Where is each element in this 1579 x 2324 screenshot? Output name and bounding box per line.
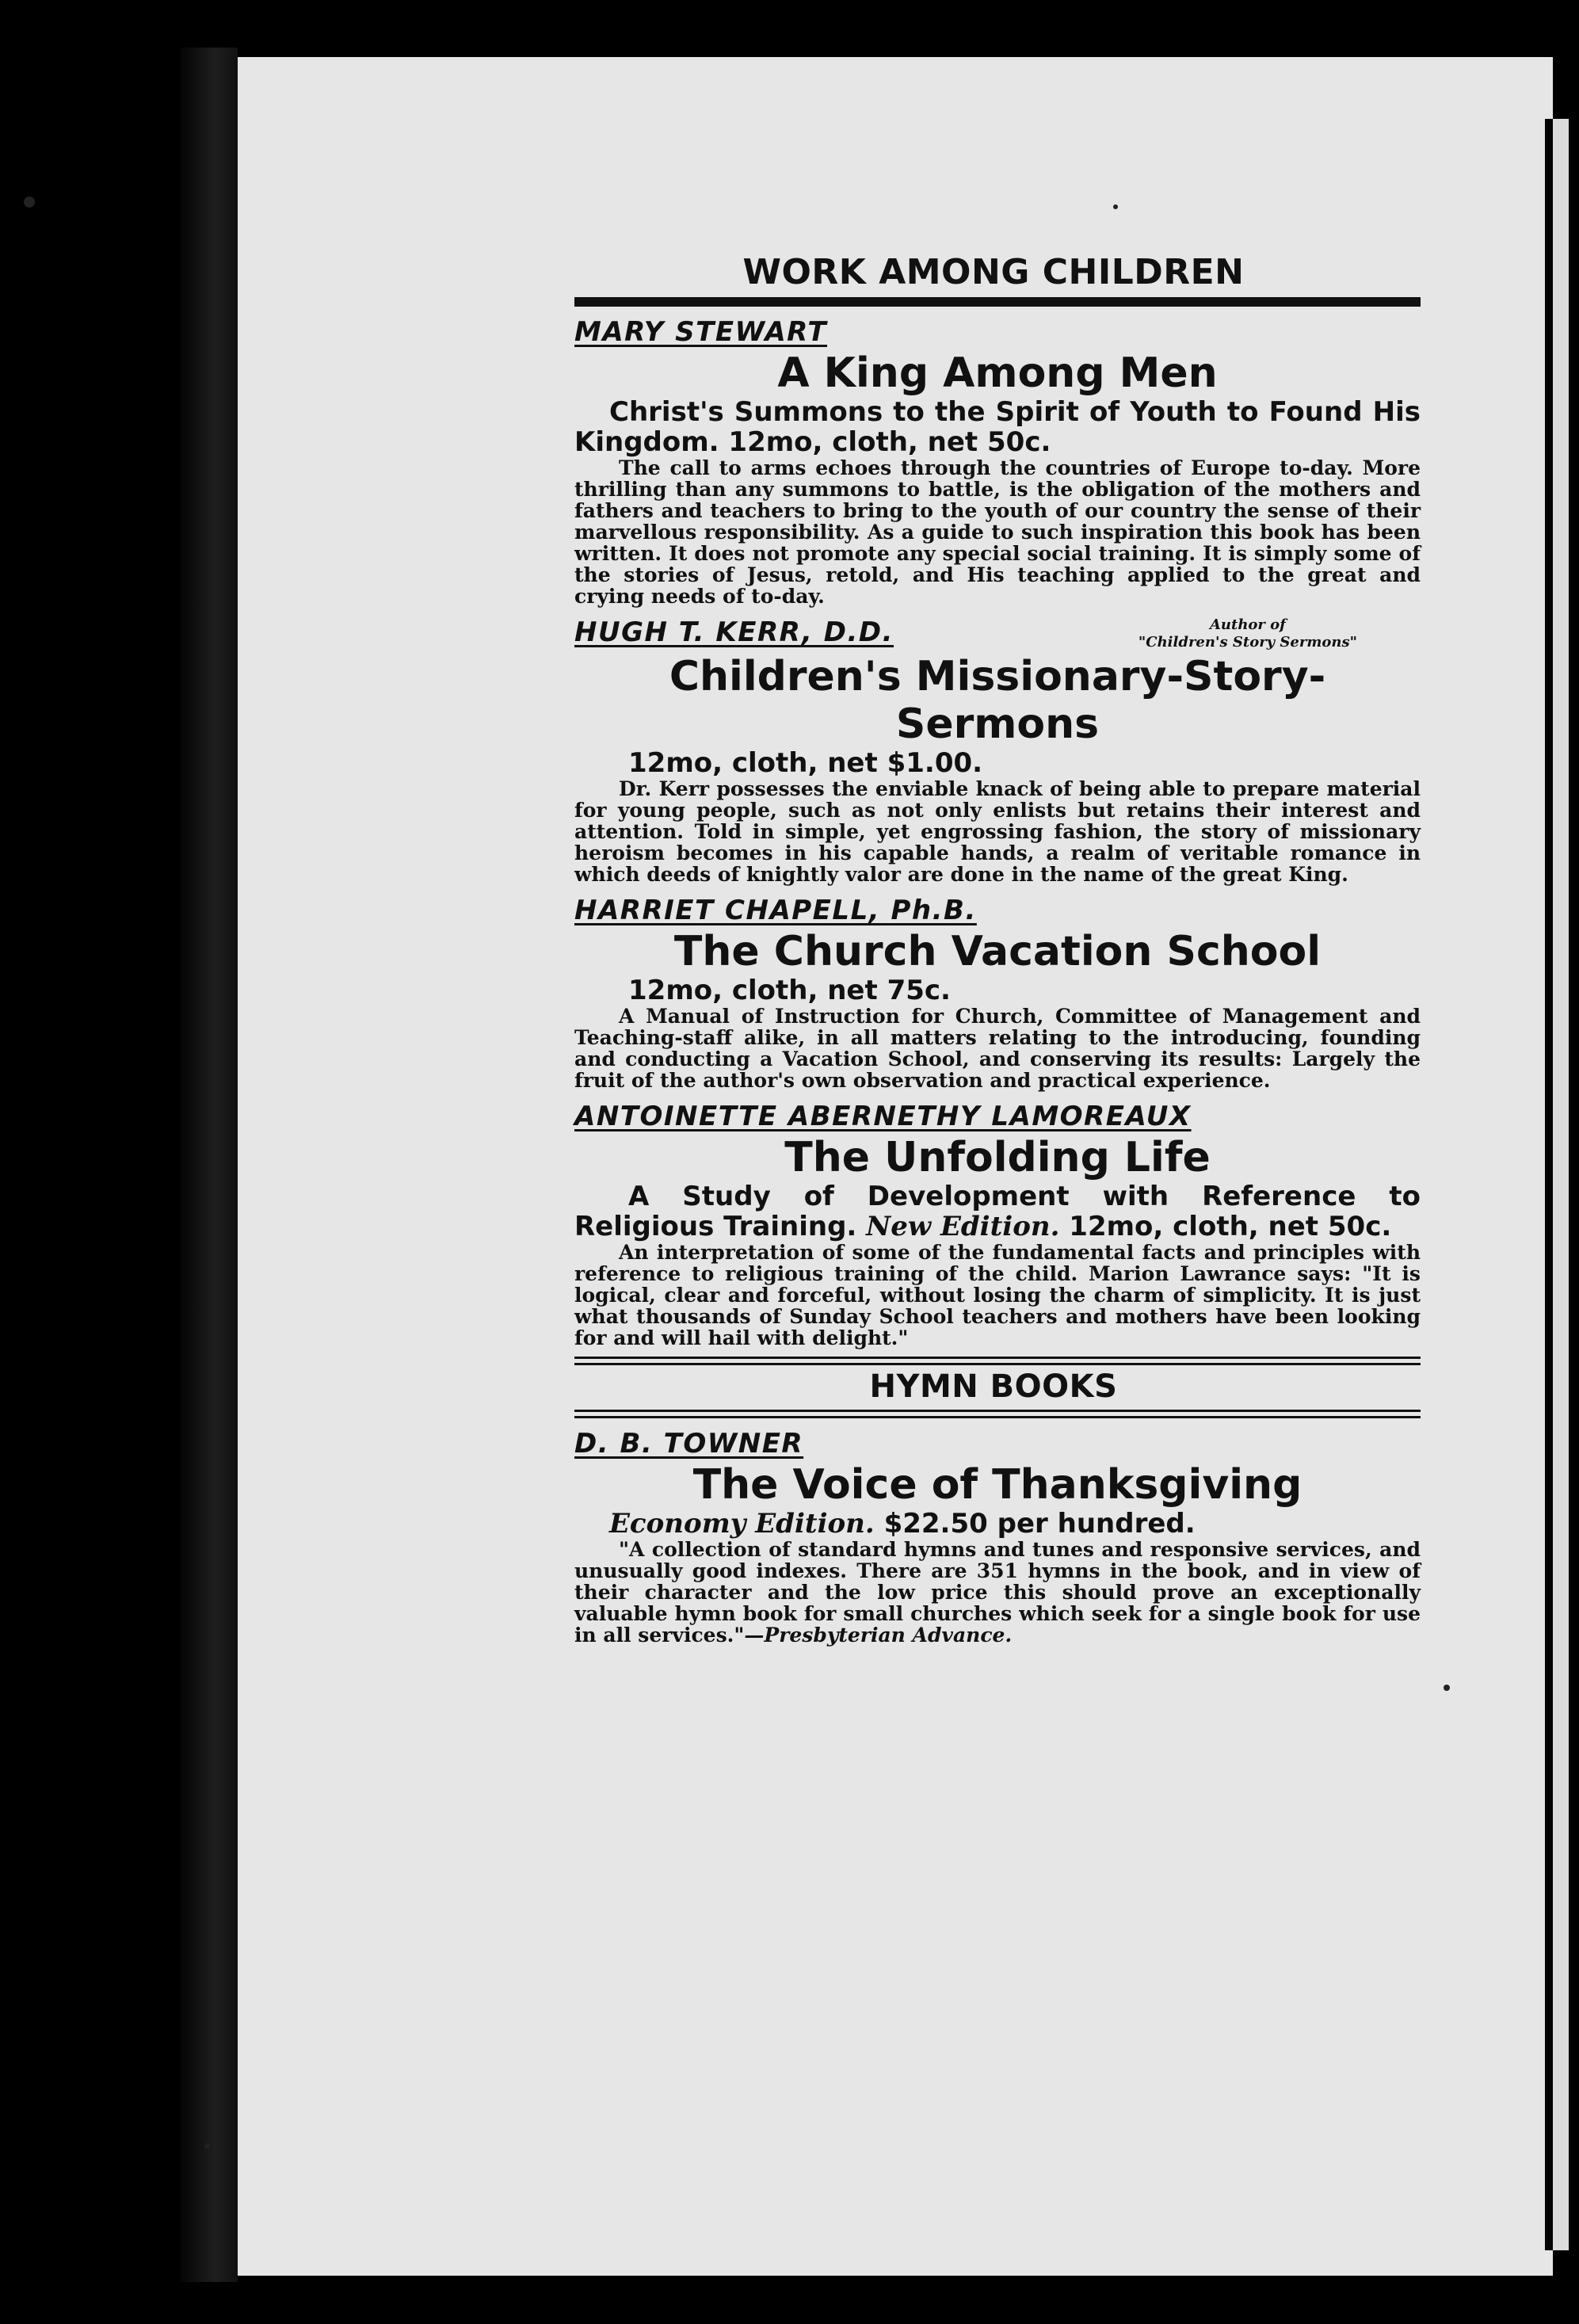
book-description: The call to arms echoes through the countries of Europe to-day. More thrilling than any summons to battle, is the obligation of the mothers and fathers and teachers to bring to the youth of our country the sense of their marvellous responsibility. As a guide to such inspiration this book has been written. It does not promote any special social training. It is simply some of the stories of Jesus, retold, and His teaching applied to the great and crying needs of to-day. — [574, 456, 1421, 608]
author-name: HUGH T. KERR, D.D. — [574, 616, 894, 648]
book-subtitle: 12mo, cloth, net $1.00. — [628, 747, 983, 779]
quote-text: "A collection of standard hymns and tunes and responsive services, and unusually good indexes. There are 351 hymns in the book, and in view of their character and the low price this should prove an exceptionally valuable hymn book for small churches which seek for a single book for use in all services." — [574, 1538, 1421, 1647]
author-name: D. B. TOWNER — [574, 1428, 804, 1460]
book-title: Children's Missionary-Story-Sermons — [669, 653, 1326, 748]
book-subtitle: 12mo, cloth, net 75c. — [628, 975, 951, 1006]
author-name: ANTOINETTE ABERNETHY LAMOREAUX — [574, 1101, 1192, 1132]
price-text: 12mo, cloth, net 50c. — [1069, 1211, 1392, 1242]
scan-speck — [24, 197, 35, 208]
section-heading: WORK AMONG CHILDREN — [742, 252, 1245, 292]
author-name: MARY STEWART — [574, 316, 828, 348]
author-row — [574, 895, 1421, 926]
advertisement-column — [574, 252, 1421, 1650]
edition-label: New Edition. — [866, 1211, 1060, 1242]
author-credit-line: "Children's Story Sermons" — [1138, 634, 1357, 651]
edition-label: Economy Edition. — [609, 1508, 875, 1540]
book-description: An interpretation of some of the fundamental facts and principles with reference to religious training of the child. Marion Lawrance says: "It is logical, clear and forceful, without losing the charm of simplicity. It is just what thousands of Sunday School teachers and mothers have been looking for and will hail with delight." — [574, 1241, 1421, 1349]
book-title: A King Among Men — [777, 349, 1218, 397]
scan-speck — [1113, 204, 1118, 209]
subtitle-text: A Study of Development with Reference to Religious Training. — [574, 1181, 1421, 1242]
book-entry — [574, 1101, 1421, 1349]
book-entry — [574, 316, 1421, 607]
section-rule — [574, 297, 1421, 307]
quote-source: —Presbyterian Advance. — [744, 1624, 1013, 1647]
book-description: Dr. Kerr possesses the enviable knack of being able to prepare material for young people, such as not only enlists but retains their interest and attention. Told in simple, yet engrossing fashion, the story of missionary heroism becomes in his capable hands, a realm of veritable romance in which deeds of knightly valor are done in the name of the great King. — [574, 777, 1421, 886]
book-subtitle: Christ's Summons to the Spirit of Youth to Found His Kingdom. 12mo, cloth, net 50c. — [574, 396, 1421, 458]
section-rule — [574, 1410, 1421, 1418]
author-row — [574, 1101, 1421, 1132]
book-title: The Unfolding Life — [784, 1134, 1211, 1181]
author-name: HARRIET CHAPELL, Ph.B. — [574, 895, 977, 926]
author-credit — [1138, 616, 1357, 651]
scan-speck — [204, 2143, 210, 2149]
author-row — [574, 316, 1421, 348]
section-rule — [574, 1357, 1421, 1365]
book-entry — [574, 895, 1421, 1091]
book-description — [574, 1539, 1421, 1646]
author-row — [574, 616, 1421, 651]
page-gutter — [1545, 119, 1553, 2250]
price-text: $22.50 per hundred. — [883, 1508, 1196, 1540]
book-title: The Church Vacation School — [673, 928, 1322, 975]
book-entry — [574, 1428, 1421, 1646]
book-subtitle — [574, 1181, 1421, 1242]
author-row — [574, 1428, 1421, 1460]
book-title: The Voice of Thanksgiving — [692, 1461, 1302, 1509]
book-description: A Manual of Instruction for Church, Committee of Management and Teaching-staff alike, in all matters relating to the introducing, founding and conducting a Vacation School, and conserving its results: Largely the fruit of the author's own observation and practical experience. — [574, 1005, 1421, 1092]
author-credit-line: Author of — [1209, 616, 1286, 633]
next-page-edge — [1553, 119, 1569, 2250]
section-heading: HYMN BOOKS — [869, 1368, 1118, 1405]
book-binding-shadow — [181, 48, 238, 2282]
scan-speck — [1444, 1685, 1450, 1691]
book-entry — [574, 616, 1421, 885]
book-subtitle — [574, 1509, 1421, 1539]
